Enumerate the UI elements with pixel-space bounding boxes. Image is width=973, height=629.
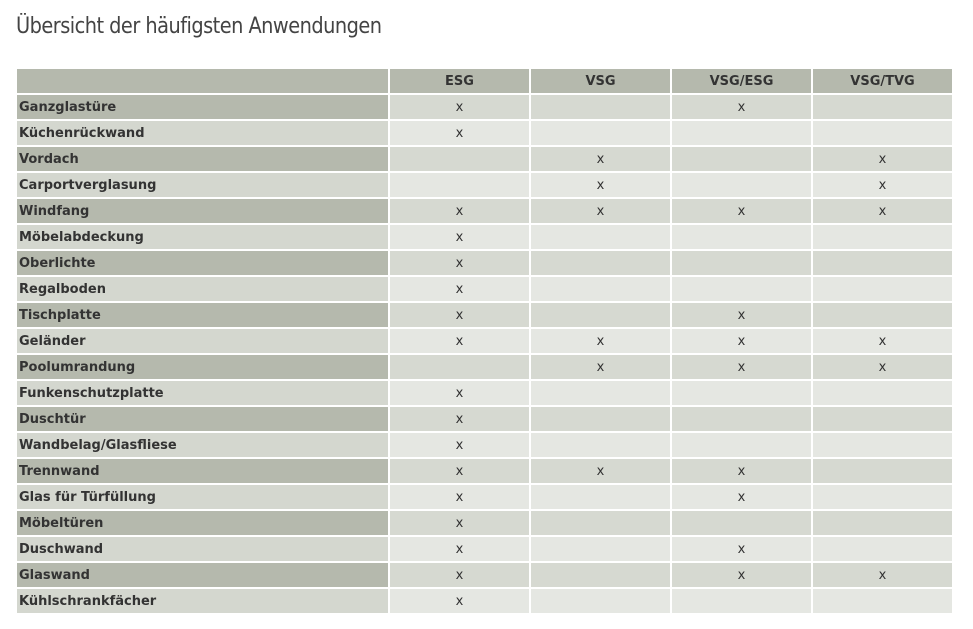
mark-cell bbox=[531, 381, 670, 405]
mark-cell bbox=[531, 303, 670, 327]
row-label: Duschwand bbox=[17, 537, 388, 561]
row-label: Glas für Türfüllung bbox=[17, 485, 388, 509]
row-label: Windfang bbox=[17, 199, 388, 223]
column-header-vsg: VSG bbox=[531, 69, 670, 93]
mark-cell: x bbox=[390, 589, 529, 613]
mark-cell bbox=[672, 511, 811, 535]
header-corner-cell bbox=[17, 69, 388, 93]
mark-cell: x bbox=[813, 199, 952, 223]
mark-cell bbox=[813, 95, 952, 119]
table-row bbox=[17, 355, 952, 379]
table-row bbox=[17, 121, 952, 145]
mark-cell: x bbox=[390, 329, 529, 353]
table-row bbox=[17, 563, 952, 587]
mark-cell: x bbox=[390, 121, 529, 145]
mark-cell: x bbox=[390, 381, 529, 405]
mark-cell bbox=[672, 589, 811, 613]
mark-cell bbox=[813, 537, 952, 561]
mark-cell bbox=[813, 485, 952, 509]
mark-cell bbox=[531, 95, 670, 119]
row-label: Geländer bbox=[17, 329, 388, 353]
mark-cell: x bbox=[390, 407, 529, 431]
mark-cell: x bbox=[531, 459, 670, 483]
table-row bbox=[17, 303, 952, 327]
mark-cell bbox=[531, 251, 670, 275]
page-title: Übersicht der häufigsten Anwendungen bbox=[16, 14, 382, 39]
column-header-esg: ESG bbox=[390, 69, 529, 93]
mark-cell: x bbox=[672, 95, 811, 119]
table-row bbox=[17, 381, 952, 405]
table-row bbox=[17, 277, 952, 301]
mark-cell: x bbox=[531, 147, 670, 171]
mark-cell: x bbox=[390, 95, 529, 119]
row-label: Duschtür bbox=[17, 407, 388, 431]
table-row bbox=[17, 147, 952, 171]
mark-cell bbox=[531, 277, 670, 301]
mark-cell: x bbox=[672, 459, 811, 483]
mark-cell bbox=[672, 147, 811, 171]
mark-cell: x bbox=[390, 459, 529, 483]
mark-cell: x bbox=[390, 485, 529, 509]
mark-cell bbox=[813, 433, 952, 457]
row-label: Kühlschrankfächer bbox=[17, 589, 388, 613]
mark-cell bbox=[813, 251, 952, 275]
mark-cell bbox=[813, 303, 952, 327]
header-row bbox=[17, 69, 952, 93]
mark-cell: x bbox=[672, 537, 811, 561]
mark-cell: x bbox=[672, 485, 811, 509]
row-label: Regalboden bbox=[17, 277, 388, 301]
mark-cell: x bbox=[672, 303, 811, 327]
table-row bbox=[17, 225, 952, 249]
row-label: Carportverglasung bbox=[17, 173, 388, 197]
table-row bbox=[17, 459, 952, 483]
table-row bbox=[17, 199, 952, 223]
mark-cell bbox=[672, 381, 811, 405]
mark-cell bbox=[813, 121, 952, 145]
table-row bbox=[17, 537, 952, 561]
mark-cell bbox=[672, 407, 811, 431]
row-label: Vordach bbox=[17, 147, 388, 171]
mark-cell bbox=[390, 147, 529, 171]
table-row bbox=[17, 589, 952, 613]
mark-cell: x bbox=[813, 173, 952, 197]
row-label: Möbelabdeckung bbox=[17, 225, 388, 249]
mark-cell bbox=[813, 511, 952, 535]
column-header-vsg-tvg: VSG/TVG bbox=[813, 69, 952, 93]
mark-cell: x bbox=[531, 199, 670, 223]
mark-cell bbox=[531, 537, 670, 561]
table-row bbox=[17, 485, 952, 509]
mark-cell bbox=[531, 121, 670, 145]
mark-cell bbox=[672, 277, 811, 301]
table-row bbox=[17, 407, 952, 431]
mark-cell bbox=[813, 225, 952, 249]
mark-cell: x bbox=[672, 329, 811, 353]
mark-cell: x bbox=[813, 147, 952, 171]
mark-cell bbox=[813, 459, 952, 483]
mark-cell bbox=[531, 407, 670, 431]
mark-cell bbox=[813, 381, 952, 405]
mark-cell bbox=[531, 589, 670, 613]
table-row bbox=[17, 173, 952, 197]
mark-cell: x bbox=[813, 563, 952, 587]
row-label: Glaswand bbox=[17, 563, 388, 587]
row-label: Küchenrückwand bbox=[17, 121, 388, 145]
mark-cell: x bbox=[390, 303, 529, 327]
mark-cell: x bbox=[672, 199, 811, 223]
mark-cell bbox=[672, 225, 811, 249]
table-row bbox=[17, 511, 952, 535]
row-label: Möbeltüren bbox=[17, 511, 388, 535]
mark-cell: x bbox=[390, 537, 529, 561]
mark-cell: x bbox=[672, 355, 811, 379]
mark-cell: x bbox=[531, 329, 670, 353]
mark-cell bbox=[672, 121, 811, 145]
mark-cell bbox=[531, 563, 670, 587]
table-body bbox=[17, 95, 952, 613]
mark-cell bbox=[531, 485, 670, 509]
row-label: Wandbelag/Glasfliese bbox=[17, 433, 388, 457]
row-label: Trennwand bbox=[17, 459, 388, 483]
mark-cell bbox=[813, 407, 952, 431]
mark-cell: x bbox=[390, 563, 529, 587]
row-label: Poolumrandung bbox=[17, 355, 388, 379]
mark-cell: x bbox=[531, 355, 670, 379]
table-row bbox=[17, 433, 952, 457]
row-label: Funkenschutzplatte bbox=[17, 381, 388, 405]
mark-cell bbox=[531, 511, 670, 535]
row-label: Ganzglastüre bbox=[17, 95, 388, 119]
mark-cell bbox=[390, 173, 529, 197]
mark-cell bbox=[672, 433, 811, 457]
mark-cell: x bbox=[813, 355, 952, 379]
row-label: Tischplatte bbox=[17, 303, 388, 327]
table-row bbox=[17, 251, 952, 275]
mark-cell bbox=[813, 589, 952, 613]
mark-cell: x bbox=[390, 433, 529, 457]
mark-cell bbox=[531, 433, 670, 457]
mark-cell bbox=[672, 173, 811, 197]
mark-cell bbox=[672, 251, 811, 275]
mark-cell: x bbox=[390, 277, 529, 301]
mark-cell: x bbox=[390, 199, 529, 223]
mark-cell: x bbox=[390, 225, 529, 249]
table-row bbox=[17, 95, 952, 119]
row-label: Oberlichte bbox=[17, 251, 388, 275]
mark-cell: x bbox=[813, 329, 952, 353]
mark-cell bbox=[390, 355, 529, 379]
mark-cell: x bbox=[390, 511, 529, 535]
mark-cell: x bbox=[390, 251, 529, 275]
column-header-vsg-esg: VSG/ESG bbox=[672, 69, 811, 93]
table-row bbox=[17, 329, 952, 353]
mark-cell bbox=[813, 277, 952, 301]
mark-cell: x bbox=[672, 563, 811, 587]
mark-cell bbox=[531, 225, 670, 249]
mark-cell: x bbox=[531, 173, 670, 197]
applications-table bbox=[15, 67, 954, 615]
